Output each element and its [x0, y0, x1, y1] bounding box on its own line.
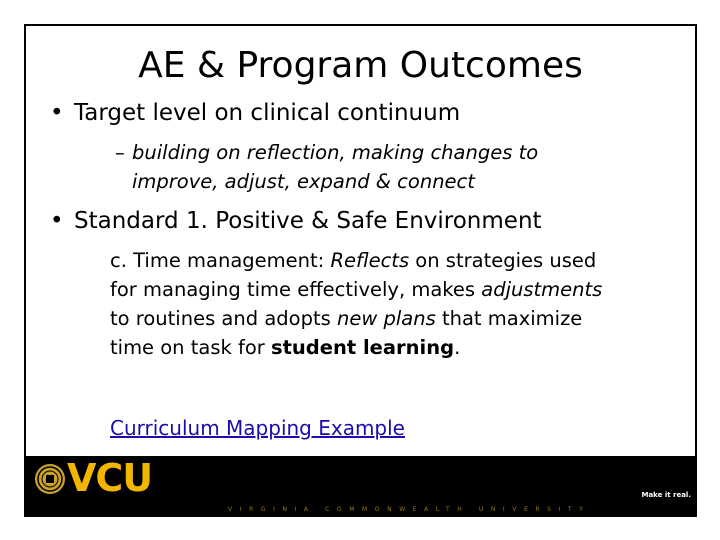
bullet-text: Standard 1. Positive & Safe Environment	[74, 208, 542, 234]
description-line	[110, 275, 602, 304]
sub-bullet-1	[115, 138, 539, 196]
bold-text: student learning	[271, 336, 455, 359]
bullet-text: Target level on clinical continuum	[74, 100, 461, 126]
text-run: time on task for	[110, 336, 271, 359]
footer-banner	[26, 456, 695, 517]
description-line	[110, 333, 602, 362]
university-name: VIRGINIA COMMONWEALTH UNIVERSITY	[228, 506, 591, 513]
tagline: Make it real.	[641, 491, 691, 499]
emphasis-text: Reflects	[330, 249, 410, 272]
text-run: .	[454, 336, 461, 359]
sub-bullet-line: building on reflection, making changes to	[132, 141, 539, 164]
sub-bullet-line: improve, adjust, expand & connect	[132, 170, 475, 193]
dash-icon: –	[115, 141, 125, 164]
description-line	[110, 246, 602, 275]
slide	[24, 24, 697, 517]
text-run: on strategies used	[409, 249, 597, 272]
text-run: c. Time management:	[110, 249, 331, 272]
bullet-icon: •	[50, 100, 64, 126]
text-run: for managing time effectively, makes	[110, 278, 482, 301]
university-seal-icon	[35, 464, 65, 494]
text-run: that maximize	[435, 307, 583, 330]
emphasis-text: new plans	[336, 307, 436, 330]
text-run: to routines and adopts	[110, 307, 337, 330]
slide-title: AE & Program Outcomes	[138, 45, 583, 86]
bullet-icon: •	[50, 208, 64, 234]
standard-description	[110, 246, 602, 362]
vcu-logo: VCU	[67, 456, 153, 500]
curriculum-mapping-link[interactable]: Curriculum Mapping Example	[110, 416, 405, 440]
description-line	[110, 304, 602, 333]
emphasis-text: adjustments	[481, 278, 603, 301]
bullet-item-2	[50, 206, 542, 236]
bullet-item-1	[50, 98, 461, 128]
